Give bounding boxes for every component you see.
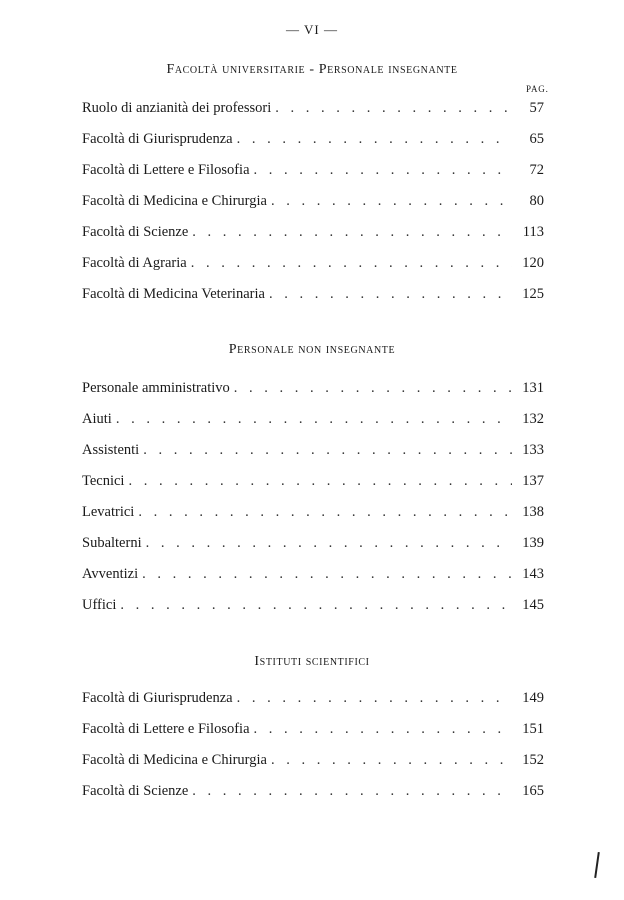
toc-entry-page: 165 [522,783,544,799]
page-number: — VI — [286,22,338,37]
section-title-personale-insegnante: Facoltà universitarie - Personale insegnante [166,62,458,77]
toc-entry-title: Uffici [82,597,117,613]
dot-leader [142,566,512,583]
dot-leader [138,504,512,521]
toc-entry-title: Facoltà di Scienze [82,224,189,240]
toc-entry [82,504,544,524]
toc-entry-page: 143 [522,566,544,582]
toc-entry-page: 65 [529,131,544,147]
toc-entry [82,752,544,772]
dot-leader [237,690,512,707]
toc-entry-title: Assistenti [82,442,140,458]
toc-entry-title: Facoltà di Lettere e Filosofia [82,721,250,737]
section-title-istituti-scientifici: Istituti scientifici [254,654,370,669]
dot-leader [143,442,512,459]
toc-entry-title: Levatrici [82,504,135,520]
toc-entry [82,597,544,617]
margin-mark [594,852,600,878]
toc-entry-page: 139 [522,535,544,551]
dot-leader [191,255,512,272]
toc-entry [82,162,544,182]
toc-entry-title: Facoltà di Scienze [82,783,189,799]
toc-entry [82,473,544,493]
toc-entry-title: Facoltà di Giurisprudenza [82,131,233,147]
toc-entry-title: Tecnici [82,473,125,489]
toc-entry-page: 125 [522,286,544,302]
toc-entry [82,783,544,803]
toc-entry-page: 138 [522,504,544,520]
dot-leader [192,783,512,800]
toc-entry-title: Ruolo di anzianità dei professori [82,100,272,116]
toc-entry-page: 133 [522,442,544,458]
toc-entry-page: 149 [522,690,544,706]
toc-entry [82,566,544,586]
toc-entry [82,535,544,555]
dot-leader [234,380,512,397]
dot-leader [271,193,512,210]
toc-entry [82,131,544,151]
dot-leader [116,411,512,428]
dot-leader [146,535,512,552]
dot-leader [269,286,512,303]
dot-leader [254,162,512,179]
toc-entry [82,193,544,213]
toc-entry-page: 57 [529,100,544,116]
toc-entry-title: Facoltà di Giurisprudenza [82,690,233,706]
dot-leader [237,131,512,148]
toc-entry-page: 120 [522,255,544,271]
toc-entry [82,442,544,462]
toc-entry [82,100,544,120]
toc-entry [82,411,544,431]
toc-entry [82,690,544,710]
toc-entry-title: Aiuti [82,411,112,427]
dot-leader [192,224,512,241]
toc-entry-title: Facoltà di Medicina e Chirurgia [82,752,267,768]
toc-entry [82,721,544,741]
toc-entry-title: Facoltà di Lettere e Filosofia [82,162,250,178]
toc-entry-page: 152 [522,752,544,768]
dot-leader [275,100,512,117]
toc-entry-page: 132 [522,411,544,427]
toc-entry-page: 137 [522,473,544,489]
toc-entry-page: 80 [529,193,544,209]
dot-leader [128,473,512,490]
dot-leader [254,721,512,738]
toc-entry [82,224,544,244]
page-column-header: PAG. [526,84,549,94]
toc-entry-page: 151 [522,721,544,737]
toc-entry-title: Avventizi [82,566,139,582]
toc-entry-title: Facoltà di Agraria [82,255,187,271]
toc-entry-title: Facoltà di Medicina e Chirurgia [82,193,267,209]
toc-entry [82,286,544,306]
dot-leader [120,597,512,614]
toc-entry-title: Personale amministrativo [82,380,230,396]
toc-entry-page: 72 [529,162,544,178]
section-title-personale-non-insegnante: Personale non insegnante [228,342,396,357]
toc-entry [82,380,544,400]
toc-entry-page: 131 [522,380,544,396]
toc-entry-title: Facoltà di Medicina Veterinaria [82,286,265,302]
dot-leader [271,752,512,769]
toc-entry [82,255,544,275]
toc-entry-page: 145 [522,597,544,613]
toc-entry-page: 113 [522,224,544,240]
toc-entry-title: Subalterni [82,535,142,551]
